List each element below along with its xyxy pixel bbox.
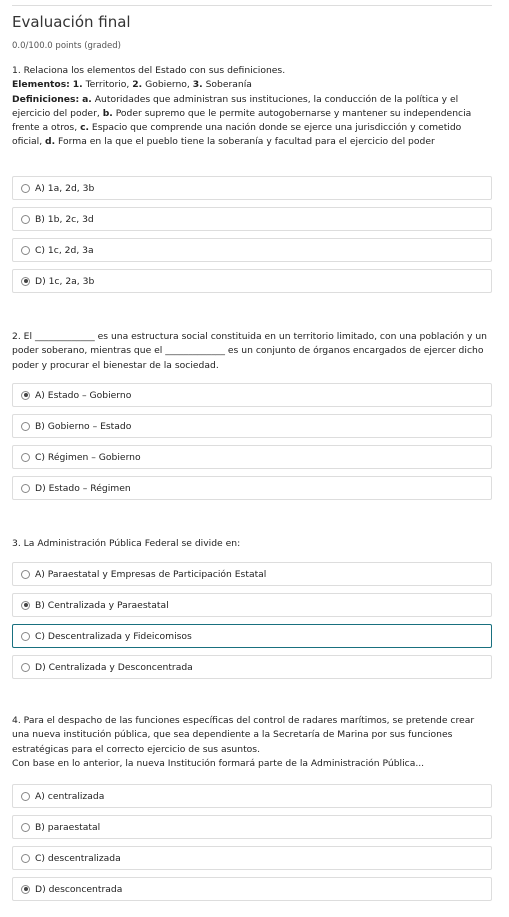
question-3-prompt: 3. La Administración Pública Federal se divide en: xyxy=(12,538,241,549)
elements-label: Elementos: xyxy=(12,79,70,91)
question-4 xyxy=(12,714,492,895)
definition-c-letter: c. xyxy=(80,122,89,134)
radio-icon[interactable] xyxy=(21,885,30,894)
answer-option-label: D) 1c, 2a, 3b xyxy=(35,275,95,287)
radio-icon[interactable] xyxy=(21,823,30,832)
element-2-text: Gobierno, xyxy=(145,79,190,91)
answer-option-label: C) Régimen – Gobierno xyxy=(35,451,141,463)
answer-option-label: A) centralizada xyxy=(35,790,105,802)
answer-option-label: B) Centralizada y Paraestatal xyxy=(35,599,169,611)
radio-icon[interactable] xyxy=(21,601,30,610)
element-3-text: Soberanía xyxy=(205,79,252,91)
definition-a-letter: a. xyxy=(82,93,92,105)
answer-option[interactable] xyxy=(12,815,492,839)
points-status: 0.0/100.0 points (graded) xyxy=(12,41,121,51)
radio-icon[interactable] xyxy=(21,453,30,462)
question-2-prompt: 2. El _____________ es una estructura social constituida en un territorio limitado, con una población y un poder soberano, mientras que el _____________ es un conjunto de órganos encargados de ejercer dicho poder y procurar el bienestar de la sociedad. xyxy=(12,331,487,371)
page-title: Evaluación final xyxy=(12,13,131,31)
radio-icon[interactable] xyxy=(21,422,30,431)
answer-option-label: D) Centralizada y Desconcentrada xyxy=(35,661,193,673)
radio-icon[interactable] xyxy=(21,184,30,193)
question-1 xyxy=(12,64,492,287)
question-1-elements xyxy=(12,78,492,92)
element-3-number: 3. xyxy=(192,79,203,91)
answer-option[interactable] xyxy=(12,877,492,901)
radio-icon[interactable] xyxy=(21,632,30,641)
answer-option[interactable] xyxy=(12,784,492,808)
definition-d-letter: d. xyxy=(45,136,56,148)
radio-icon[interactable] xyxy=(21,570,30,579)
answer-option[interactable] xyxy=(12,269,492,293)
answer-option-label: B) paraestatal xyxy=(35,821,101,833)
question-4-prompt xyxy=(12,714,492,771)
radio-icon[interactable] xyxy=(21,391,30,400)
radio-icon[interactable] xyxy=(21,663,30,672)
radio-icon[interactable] xyxy=(21,484,30,493)
answer-option-label: D) desconcentrada xyxy=(35,883,123,895)
question-4-text-continued: Con base en lo anterior, la nueva Institución formará parte de la Administración Pública... xyxy=(12,757,425,769)
answer-option-label: A) Estado – Gobierno xyxy=(35,389,132,401)
radio-icon[interactable] xyxy=(21,215,30,224)
answer-option-label: B) Gobierno – Estado xyxy=(35,420,132,432)
answer-option[interactable] xyxy=(12,593,492,617)
question-1-prompt xyxy=(12,64,492,150)
radio-icon[interactable] xyxy=(21,792,30,801)
answer-option-label: C) Descentralizada y Fideicomisos xyxy=(35,630,192,642)
answer-option-label: C) descentralizada xyxy=(35,852,121,864)
answer-option[interactable] xyxy=(12,383,492,407)
definition-b-letter: b. xyxy=(102,107,113,119)
answer-option[interactable] xyxy=(12,562,492,586)
answer-option-label: C) 1c, 2d, 3a xyxy=(35,244,94,256)
answer-option[interactable] xyxy=(12,655,492,679)
question-4-text: 4. Para el despacho de las funciones específicas del control de radares marítimos, se pretende crear una nueva institución pública, que sea dependiente a la Secretaría de Marina por sus funciones estratégicas para el correcto ejercicio de sus asuntos. xyxy=(12,715,475,755)
answer-option[interactable] xyxy=(12,176,492,200)
answer-option[interactable] xyxy=(12,207,492,231)
answer-option[interactable] xyxy=(12,624,492,648)
question-2 xyxy=(12,330,492,494)
answer-option[interactable] xyxy=(12,846,492,870)
element-1-text: Territorio, xyxy=(85,79,130,91)
definition-a-text: Autoridades que administran sus instituciones, la conducción de la política y el ejercicio del poder, xyxy=(12,93,459,119)
answer-option[interactable] xyxy=(12,238,492,262)
element-2-number: 2. xyxy=(132,79,143,91)
radio-icon[interactable] xyxy=(21,854,30,863)
definition-b-text: Poder supremo que le permite autogobernarse y mantener su independencia frente a otros, xyxy=(12,107,472,134)
radio-icon[interactable] xyxy=(21,246,30,255)
definition-c-text: Espacio que comprende una nación donde se ejerce una jurisdicción y cometido oficial, xyxy=(12,122,462,148)
definition-d-text: Forma en la que el pueblo tiene la soberanía y facultad para el ejercicio del poder xyxy=(58,136,435,148)
top-divider xyxy=(12,5,492,6)
definitions-label: Definiciones: xyxy=(12,93,80,105)
question-3 xyxy=(12,537,492,673)
radio-icon[interactable] xyxy=(21,277,30,286)
question-1-intro: 1. Relaciona los elementos del Estado con sus definiciones. xyxy=(12,65,286,76)
answer-option-label: B) 1b, 2c, 3d xyxy=(35,213,94,225)
answer-option[interactable] xyxy=(12,476,492,500)
answer-option[interactable] xyxy=(12,414,492,438)
answer-option-label: A) Paraestatal y Empresas de Participación Estatal xyxy=(35,568,267,580)
answer-option-label: D) Estado – Régimen xyxy=(35,482,131,494)
element-1-number: 1. xyxy=(72,79,83,91)
answer-option[interactable] xyxy=(12,445,492,469)
question-1-definitions xyxy=(12,93,492,150)
answer-option-label: A) 1a, 2d, 3b xyxy=(35,182,95,194)
